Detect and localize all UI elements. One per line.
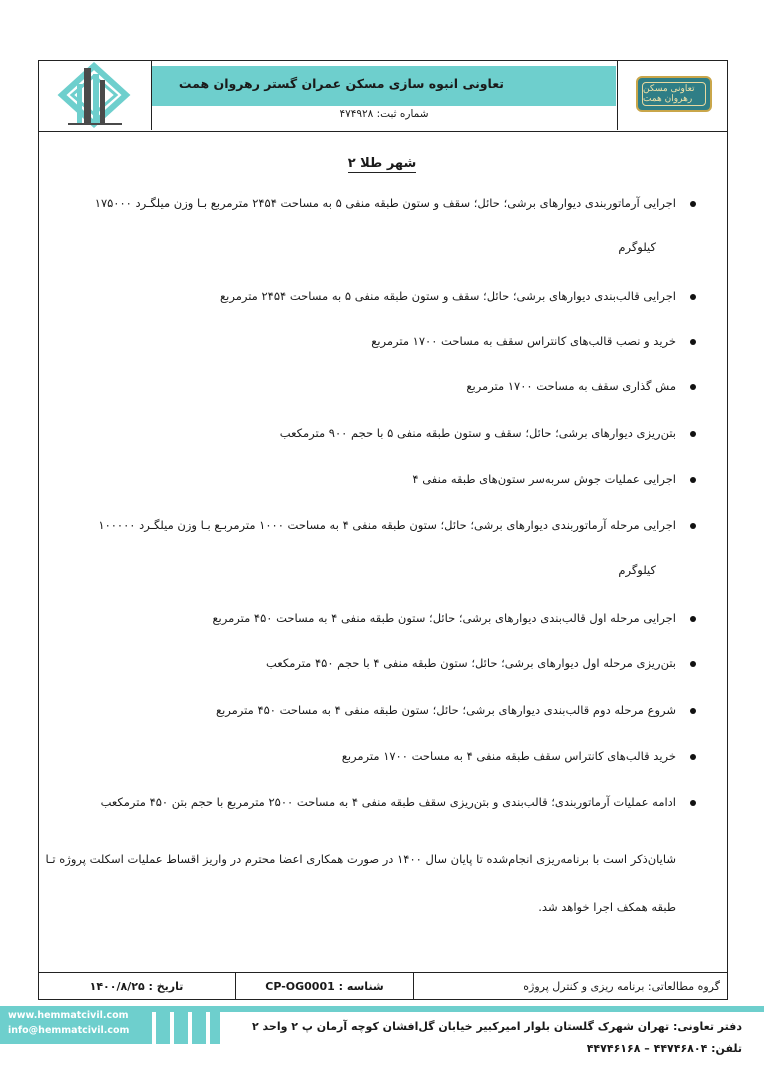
list-item-continuation: کیلوگرم [618, 240, 656, 254]
website-link[interactable]: www.hemmatcivil.com [8, 1010, 129, 1021]
list-item: خرید قالب‌های کانتراس سقف طبقه منفی ۴ به مساحت ۱۷۰۰ مترمربع [76, 749, 676, 763]
list-item: اجرایی عملیات جوش سربه‌سر ستون‌های طبقه منفی ۴ [76, 472, 676, 486]
bullet [690, 708, 696, 714]
list-item: بتن‌ریزی دیوارهای برشی؛ حائل؛ سقف و ستون طبقه منفی ۵ با حجم ۹۰۰ مترمکعب [76, 426, 676, 440]
bullet [690, 523, 696, 529]
bullet [690, 294, 696, 300]
footer-table [38, 972, 728, 1000]
bullet [690, 384, 696, 390]
list-item: ادامه عملیات آرماتوربندی؛ قالب‌بندی و بتن‌ریزی سقف طبقه منفی ۴ به مساحت ۲۵۰۰ مترمربع با حجم بتن ۴۵۰ مترمکعب [76, 795, 676, 809]
list-item: خرید و نصب قالب‌های کانتراس سقف به مساحت ۱۷۰۰ مترمربع [76, 334, 676, 348]
list-item: مش گذاری سقف به مساحت ۱۷۰۰ مترمربع [76, 379, 676, 393]
contact-box [0, 1006, 152, 1044]
seal-text: تعاونی مسکن رهروان همت [643, 84, 695, 104]
closing-paragraph-continuation: طبقه همکف اجرا خواهد شد. [538, 900, 676, 914]
list-item: اجرایی آرماتوربندی دیوارهای برشی؛ حائل؛ سقف و ستون طبقه منفی ۵ به مساحت ۲۴۵۴ مترمربع بـا وزن میلگـرد ۱۷۵۰۰۰ [76, 196, 676, 210]
bullet [690, 661, 696, 667]
list-item: اجرایی مرحله اول قالب‌بندی دیوارهای برشی؛ حائل؛ ستون طبقه منفی ۴ به مساحت ۴۵۰ مترمربع [76, 611, 676, 625]
letterhead-center [152, 60, 616, 130]
document-id: شناسه : CP-OG0001 [235, 973, 413, 1000]
bullet [690, 616, 696, 622]
document-title-row [0, 156, 764, 171]
letterhead [38, 60, 728, 132]
office-address: دفتر تعاونی: تهران شهرک گلستان بلوار امیرکبیر خیابان گل‌افشان کوچه آرمان پ ۲ واحد ۲ [251, 1020, 742, 1033]
calligraphy-seal [617, 60, 728, 130]
phone-numbers: تلفن: ۴۴۷۴۶۸۰۴ – ۴۴۷۴۶۱۶۸ [586, 1042, 742, 1055]
registration-number: شماره ثبت: ۴۷۴۹۲۸ [339, 108, 429, 120]
seal-badge [636, 76, 712, 112]
list-item: بتن‌ریزی مرحله اول دیوارهای برشی؛ حائل؛ ستون طبقه منفی ۴ با حجم ۴۵۰ مترمکعب [76, 656, 676, 670]
list-item: اجرایی قالب‌بندی دیوارهای برشی؛ حائل؛ سقف و ستون طبقه منفی ۵ به مساحت ۲۴۵۴ مترمربع [76, 289, 676, 303]
bullet [690, 477, 696, 483]
bullet [690, 339, 696, 345]
email-link[interactable]: info@hemmatcivil.com [8, 1025, 130, 1036]
list-item-continuation: کیلوگرم [618, 563, 656, 577]
study-group: گروه مطالعاتی: برنامه ریزی و کنترل پروژه [413, 973, 728, 1000]
company-name: تعاونی انبوه سازی مسکن عمران گستر رهروان همت [178, 76, 504, 91]
bullet [690, 201, 696, 207]
bullet [690, 431, 696, 437]
list-item: اجرایی مرحله آرماتوربندی دیوارهای برشی؛ حائل؛ ستون طبقه منفی ۴ به مساحت ۱۰۰۰ مترمربـع بـا وزن میلگـرد ۱۰۰۰۰۰ [76, 518, 676, 532]
document-date: تاریخ : ۱۴۰۰/۸/۲۵ [89, 980, 184, 993]
document-title: شهر طلا ۲ [347, 156, 417, 171]
bullet [690, 800, 696, 806]
list-item: شروع مرحله دوم قالب‌بندی دیوارهای برشی؛ حائل؛ ستون طبقه منفی ۴ به مساحت ۴۵۰ مترمربع [76, 703, 676, 717]
company-logo [38, 60, 152, 130]
bullet [690, 754, 696, 760]
closing-paragraph: شایان‌ذکر است با برنامه‌ریزی انجام‌شده تا پایان سال ۱۴۰۰ در صورت همکاری اعضا محترم در واریز اقساط عملیات اسکلت پروژه تـا [45, 852, 676, 866]
